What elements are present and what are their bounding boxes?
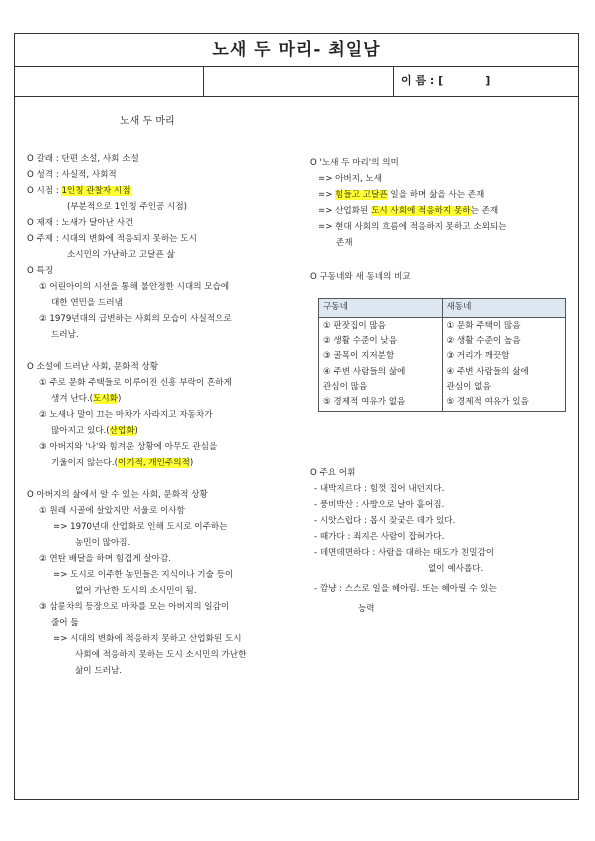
viewpoint-label: O 시점 : — [27, 186, 62, 196]
meaning-1: => 아버지, 노새 — [318, 174, 383, 184]
doc-title: 노새 두 마리 — [120, 116, 175, 127]
info-cell-2 — [203, 66, 394, 96]
father-3-arrow: => 시대의 변화에 적응하지 못하고 산업화된 도시 — [53, 634, 242, 644]
meaning-heading: O '노새 두 마리'의 의미 — [310, 158, 399, 168]
old-village-cell — [319, 318, 443, 412]
meaning-4-sub: 존재 — [336, 238, 353, 248]
context-1-text: 생겨 난다.( — [51, 394, 94, 404]
father-3-cont: 줄어 듦 — [51, 618, 79, 628]
viewpoint-line — [27, 184, 131, 200]
info-row — [15, 66, 578, 97]
new-village-cell — [442, 318, 566, 412]
father-1-arrow: => 1970년대 산업화로 인해 도시로 이주하는 — [53, 522, 228, 532]
new-item-3: ③ 거리가 깨끗함 — [446, 351, 510, 362]
old-item-3: ③ 골목이 지저분함 — [323, 351, 395, 362]
table-row — [319, 318, 566, 412]
features-heading: O 특징 — [27, 266, 54, 276]
character-line: O 성격 : 사실적, 사회적 — [27, 170, 117, 180]
old-item-1: ① 판잣집이 많음 — [323, 321, 386, 331]
meaning-2 — [318, 188, 484, 204]
header-new-village: 새동네 — [442, 299, 566, 318]
new-item-5: ⑤ 경제적 여유가 있음 — [446, 397, 529, 408]
comparison-table — [318, 298, 566, 412]
context-2-close: ) — [134, 426, 138, 436]
viewpoint-sub: (부분적으로 1인칭 주인공 시점) — [67, 202, 187, 212]
meaning-3 — [318, 204, 498, 220]
material-line: O 제재 : 노새가 달아난 사건 — [27, 218, 134, 228]
vocab-3: - 시앗스럽다 : 몹시 잦궂은 데가 있다. — [314, 516, 456, 526]
vocab-5: - 데면데면하다 : 사람을 대하는 태도가 친밀감이 — [314, 548, 495, 558]
vocab-5-sub: 없이 예사롭다. — [428, 564, 484, 574]
new-item-4-cont: 관심이 없음 — [446, 381, 491, 392]
context-3-text: 기울이지 않는다.( — [51, 458, 118, 468]
vocab-6: - 깜냥 : 스스로 일을 헤아림. 또는 헤아릴 수 있는 — [314, 584, 497, 594]
father-3: ③ 삼륜차의 등장으로 마차를 모는 아버지의 일감이 — [39, 602, 230, 612]
father-1: ① 원래 시골에 살았지만 서울로 이사함 — [39, 506, 185, 516]
vocab-heading: O 주요 어휘 — [310, 468, 356, 478]
context-1-highlight: 도시화 — [93, 394, 118, 404]
header-old-village: 구동네 — [319, 299, 443, 318]
theme-sub: 소시민의 가난하고 고달픈 삶 — [67, 250, 175, 260]
old-item-2: ② 생활 수준이 낮음 — [323, 336, 398, 347]
meaning-3-text: => 산업화된 — [318, 206, 372, 216]
context-3: ③ 아버지와 '나'와 힘겨운 상황에 아무도 관심을 — [39, 442, 218, 452]
feature-2: ② 1979년대의 급변하는 사회의 모습이 사실적으로 — [39, 314, 232, 324]
context-3-highlight: 이기적, 개인주의적 — [117, 458, 190, 468]
meaning-2-arrow: => — [318, 190, 336, 200]
info-cell-1 — [15, 66, 204, 96]
page-title: 노새 두 마리- 최일남 — [15, 34, 578, 67]
meaning-2-rest: 일을 하며 삶을 사는 존재 — [387, 190, 485, 200]
vocab-2: - 풍비박산 : 사방으로 날아 흩어짐. — [314, 500, 445, 510]
father-2: ② 연탄 배달을 하며 힘겹게 살아감. — [39, 554, 172, 564]
old-item-4-cont: 관심이 많음 — [323, 381, 368, 392]
feature-1-sub: 대한 연민을 드러냄 — [51, 298, 123, 308]
meaning-4: => 현대 사회의 흐름에 적응하지 못하고 소외되는 — [318, 222, 507, 232]
old-item-5: ⑤ 경제적 여유가 없음 — [323, 397, 406, 408]
feature-1: ① 어린아이의 시선을 통해 불안정한 시대의 모습에 — [39, 282, 230, 292]
table-header-row — [319, 299, 566, 318]
context-2-sub — [51, 424, 138, 440]
meaning-3-rest: 는 존재 — [470, 206, 499, 216]
meaning-2-highlight: 힘들고 고달픈 — [335, 190, 388, 200]
theme-line: O 주제 : 시대의 변화에 적응되지 못하는 도시 — [27, 234, 197, 244]
new-item-1: ① 문화 주택이 많음 — [446, 321, 521, 331]
worksheet-frame — [14, 33, 579, 800]
father-2-sub: 없어 가난한 도시의 소시민이 됨. — [75, 586, 197, 596]
name-field[interactable]: 이 름 : [ ] — [401, 74, 491, 87]
father-3-sub2: 삶이 드러남. — [75, 666, 122, 676]
context-2-highlight: 산업화 — [109, 426, 135, 436]
context-3-sub — [51, 456, 193, 472]
vocab-4: - 때가다 : 죄지은 사람이 잡혀가다. — [314, 532, 445, 542]
father-heading: O 아버지의 삶에서 알 수 있는 사회, 문화적 상황 — [27, 490, 208, 500]
vocab-6-sub: 능력 — [358, 604, 375, 614]
context-2-text: 많아지고 있다.( — [51, 426, 110, 436]
father-3-sub1: 사회에 적응하지 못하는 도시 소시민의 가난한 — [75, 650, 247, 660]
new-item-2: ② 생활 수준이 높음 — [446, 336, 521, 347]
meaning-3-highlight: 도시 사회에 적응하지 못하 — [371, 206, 471, 216]
father-2-arrow: => 도시로 이주한 농민들은 지식이나 기술 등이 — [53, 570, 234, 580]
viewpoint-highlight: 1인칭 관찰자 시점 — [61, 186, 131, 196]
context-heading: O 소설에 드러난 사회, 문화적 상황 — [27, 362, 159, 372]
context-1-close: ) — [117, 394, 122, 404]
genre-line: O 갈래 : 단편 소설, 사회 소설 — [27, 154, 139, 164]
context-3-close: ) — [189, 458, 194, 468]
vocab-1: - 내박지르다 : 힘껏 집어 내던지다. — [314, 484, 445, 494]
context-1-sub — [51, 392, 121, 408]
father-1-sub: 농민이 많아짐. — [75, 538, 131, 548]
compare-heading: O 구동네와 새 동네의 비교 — [310, 272, 411, 282]
new-item-4: ④ 주변 사람들의 삶에 — [446, 366, 529, 377]
context-2: ② 노새나 말이 끄는 마차가 사라지고 자동차가 — [39, 410, 213, 420]
context-1: ① 주로 문화 주택들로 이루어진 신흥 부락이 흔하게 — [39, 378, 232, 388]
feature-2-sub: 드러남. — [51, 330, 79, 340]
old-item-4: ④ 주변 사람들의 삶에 — [323, 366, 406, 377]
